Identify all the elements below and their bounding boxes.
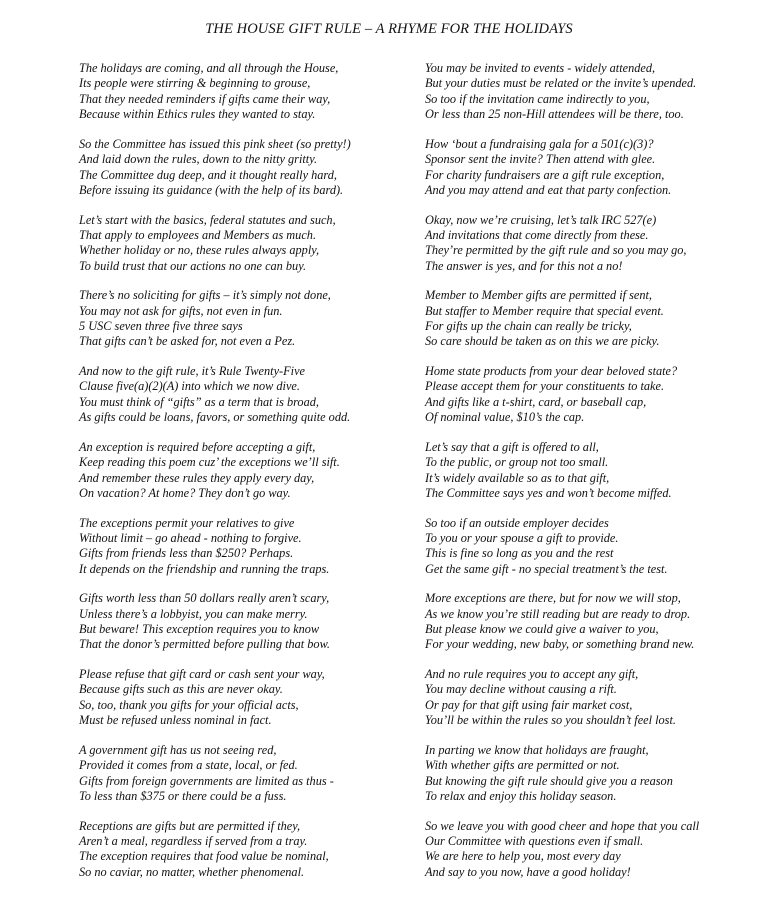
stanza — [79, 61, 399, 123]
poem-line: 5 USC seven three five three says — [79, 319, 243, 334]
poem-line: Okay, now we’re cruising, let’s talk IRC 527(e) — [425, 212, 657, 227]
poem-line: You may decline without causing a rift. — [425, 682, 617, 697]
poem-line: As gifts could be loans, favors, or something quite odd. — [79, 410, 351, 425]
poem-line: Because within Ethics rules they wanted to stay. — [79, 107, 316, 122]
poem-line: And now to the gift rule, it’s Rule Twenty-Five — [79, 364, 305, 378]
poem-line: You must think of “gifts” as a term that is broad, — [79, 394, 319, 409]
poem-line: So the Committee has issued this pink sheet (so pretty!) — [79, 136, 351, 151]
poem-line: And you may attend and eat that party confection. — [425, 182, 672, 197]
poem-line: On vacation? At home? They don’t go way. — [79, 485, 291, 500]
poem-line: For your wedding, new baby, or something brand new. — [425, 637, 695, 652]
poem-line: Unless there’s a lobbyist, you can make merry. — [79, 606, 308, 621]
stanza — [79, 667, 399, 729]
poem-line: A government gift has us not seeing red, — [79, 742, 277, 757]
poem-line: Whether holiday or no, these rules always apply, — [79, 243, 320, 258]
poem-line: So too if the invitation came indirectly to you, — [425, 91, 650, 106]
poem-line: Home state products from your dear beloved state? — [425, 364, 678, 378]
stanza — [79, 516, 399, 578]
poem-line: Member to Member gifts are permitted if sent, — [425, 288, 652, 303]
poem-line: Of nominal value, $10’s the cap. — [425, 410, 585, 425]
poem-line: To you or your spouse a gift to provide. — [425, 530, 619, 545]
poem-line: To less than $375 or there could be a fuss. — [79, 788, 287, 803]
poem-line: Our Committee with questions even if small. — [425, 833, 644, 848]
poem-line: The exceptions permit your relatives to give — [79, 515, 295, 530]
poem-line: Clause five(a)(2)(A) into which we now dive. — [79, 379, 300, 394]
poem-line: As we know you’re still reading but are ready to drop. — [425, 606, 691, 621]
left-column — [79, 61, 399, 894]
poem-line: Or less than 25 non-Hill attendees will be there, too. — [425, 107, 684, 122]
poem-line: In parting we know that holidays are fraught, — [425, 742, 649, 757]
poem-line: But beware! This exception requires you to know — [79, 622, 320, 637]
poem-line: So care should be taken as on this we are picky. — [425, 334, 660, 349]
poem-line: You’ll be within the rules so you shouldn’t feel lost. — [425, 713, 676, 728]
poem-line: That they needed reminders if gifts came their way, — [79, 91, 331, 106]
poem-line: So, too, thank you gifts for your official acts, — [79, 697, 299, 712]
poem-line: It depends on the friendship and running the traps. — [79, 561, 330, 576]
poem-line: How ‘bout a fundraising gala for a 501(c)(3)? — [425, 136, 654, 151]
right-column — [425, 61, 755, 894]
stanza — [79, 213, 399, 275]
stanza — [425, 667, 755, 729]
poem-line: You may not ask for gifts, not even in fun. — [79, 303, 283, 318]
poem-line: There’s no soliciting for gifts – it’s simply not done, — [79, 288, 331, 303]
poem-line: But please know we could give a waiver to you, — [425, 622, 659, 637]
poem-line: That apply to employees and Members as much. — [79, 227, 317, 242]
poem-line: Gifts from friends less than $250? Perhaps. — [79, 546, 294, 561]
stanza — [425, 516, 755, 578]
poem-line: With whether gifts are permitted or not. — [425, 758, 620, 773]
poem-line: The holidays are coming, and all through the House, — [79, 61, 339, 75]
poem-line: And remember these rules they apply every day, — [79, 470, 315, 485]
poem-line: Receptions are gifts but are permitted if they, — [79, 818, 301, 833]
stanza — [79, 137, 399, 199]
poem-line: Let’s start with the basics, federal statutes and such, — [79, 212, 336, 227]
poem-line: And laid down the rules, down to the nitty gritty. — [79, 152, 318, 167]
poem-line: It’s widely available so as to that gift, — [425, 470, 610, 485]
poem-line: But your duties must be related or the invite’s upended. — [425, 76, 697, 91]
poem-line: The Committee dug deep, and it thought really hard, — [79, 167, 337, 182]
stanza — [425, 61, 755, 123]
poem-title: THE HOUSE GIFT RULE – A RHYME FOR THE HOLIDAYS — [205, 21, 573, 37]
poem-line: To build trust that our actions no one can buy. — [79, 258, 307, 273]
poem-line: That gifts can’t be asked for, not even a Pez. — [79, 334, 296, 349]
poem-line: They’re permitted by the gift rule and so you may go, — [425, 243, 687, 258]
poem-line: Without limit – go ahead - nothing to forgive. — [79, 530, 302, 545]
poem-line: You may be invited to events - widely attended, — [425, 61, 656, 75]
poem-line: So we leave you with good cheer and hope that you call — [425, 818, 700, 833]
stanza — [79, 440, 399, 502]
poem-line: The Committee says yes and won’t become miffed. — [425, 485, 672, 500]
poem-line: And invitations that come directly from these. — [425, 227, 649, 242]
stanza — [425, 213, 755, 275]
poem-line: And say to you now, have a good holiday! — [425, 864, 631, 879]
poem-line: That the donor’s permitted before pulling that bow. — [79, 637, 330, 652]
poem-line: And no rule requires you to accept any gift, — [425, 667, 639, 681]
poem-line: But knowing the gift rule should give you a reason — [425, 773, 673, 788]
poem-line: Because gifts such as this are never okay. — [79, 682, 283, 697]
poem-line: We are here to help you, most every day — [425, 849, 621, 864]
poem-line: For gifts up the chain can really be tricky, — [425, 319, 632, 334]
poem-line: Must be refused unless nominal in fact. — [79, 713, 272, 728]
poem-line: So no caviar, no matter, whether phenomenal. — [79, 864, 305, 879]
poem-line: An exception is required before accepting a gift, — [79, 439, 316, 454]
poem-line: Its people were stirring & beginning to grouse, — [79, 76, 311, 91]
poem-line: The exception requires that food value be nominal, — [79, 849, 329, 864]
poem-line: Sponsor sent the invite? Then attend with glee. — [425, 152, 656, 167]
poem-line: Get the same gift - no special treatment’s the test. — [425, 561, 668, 576]
poem-line: Aren’t a meal, regardless if served from a tray. — [79, 833, 308, 848]
poem-line: To relax and enjoy this holiday season. — [425, 788, 617, 803]
poem-line: Provided it comes from a state, local, or fed. — [79, 758, 298, 773]
poem-line: For charity fundraisers are a gift rule exception, — [425, 167, 665, 182]
poem-line: So too if an outside employer decides — [425, 515, 609, 530]
poem-line: To the public, or group not too small. — [425, 455, 609, 470]
stanza — [425, 591, 755, 653]
poem-line: Or pay for that gift using fair market cost, — [425, 697, 633, 712]
poem-line: Before issuing its guidance (with the help of its bard). — [79, 182, 344, 197]
poem-line: The answer is yes, and for this not a no! — [425, 258, 623, 273]
stanza — [79, 591, 399, 653]
poem-line: More exceptions are there, but for now we will stop, — [425, 591, 681, 606]
stanza — [425, 743, 755, 805]
poem-line: Keep reading this poem cuz’ the exceptions we’ll sift. — [79, 455, 340, 470]
stanza — [79, 288, 399, 350]
poem-line: Gifts from foreign governments are limited as thus - — [79, 773, 334, 788]
stanza — [425, 440, 755, 502]
poem-line: Please refuse that gift card or cash sent your way, — [79, 667, 325, 681]
poem-line: This is fine so long as you and the rest — [425, 546, 614, 561]
poem-line: Please accept them for your constituents to take. — [425, 379, 665, 394]
stanza — [425, 819, 755, 881]
poem-line: Let’s say that a gift is offered to all, — [425, 439, 599, 454]
stanza — [79, 364, 399, 426]
stanza — [79, 743, 399, 805]
stanza — [425, 364, 755, 426]
stanza — [425, 137, 755, 199]
poem-line: And gifts like a t-shirt, card, or baseball cap, — [425, 394, 647, 409]
poem-line: But staffer to Member require that special event. — [425, 303, 664, 318]
stanza — [425, 288, 755, 350]
stanza — [79, 819, 399, 881]
poem-line: Gifts worth less than 50 dollars really aren’t scary, — [79, 591, 330, 606]
